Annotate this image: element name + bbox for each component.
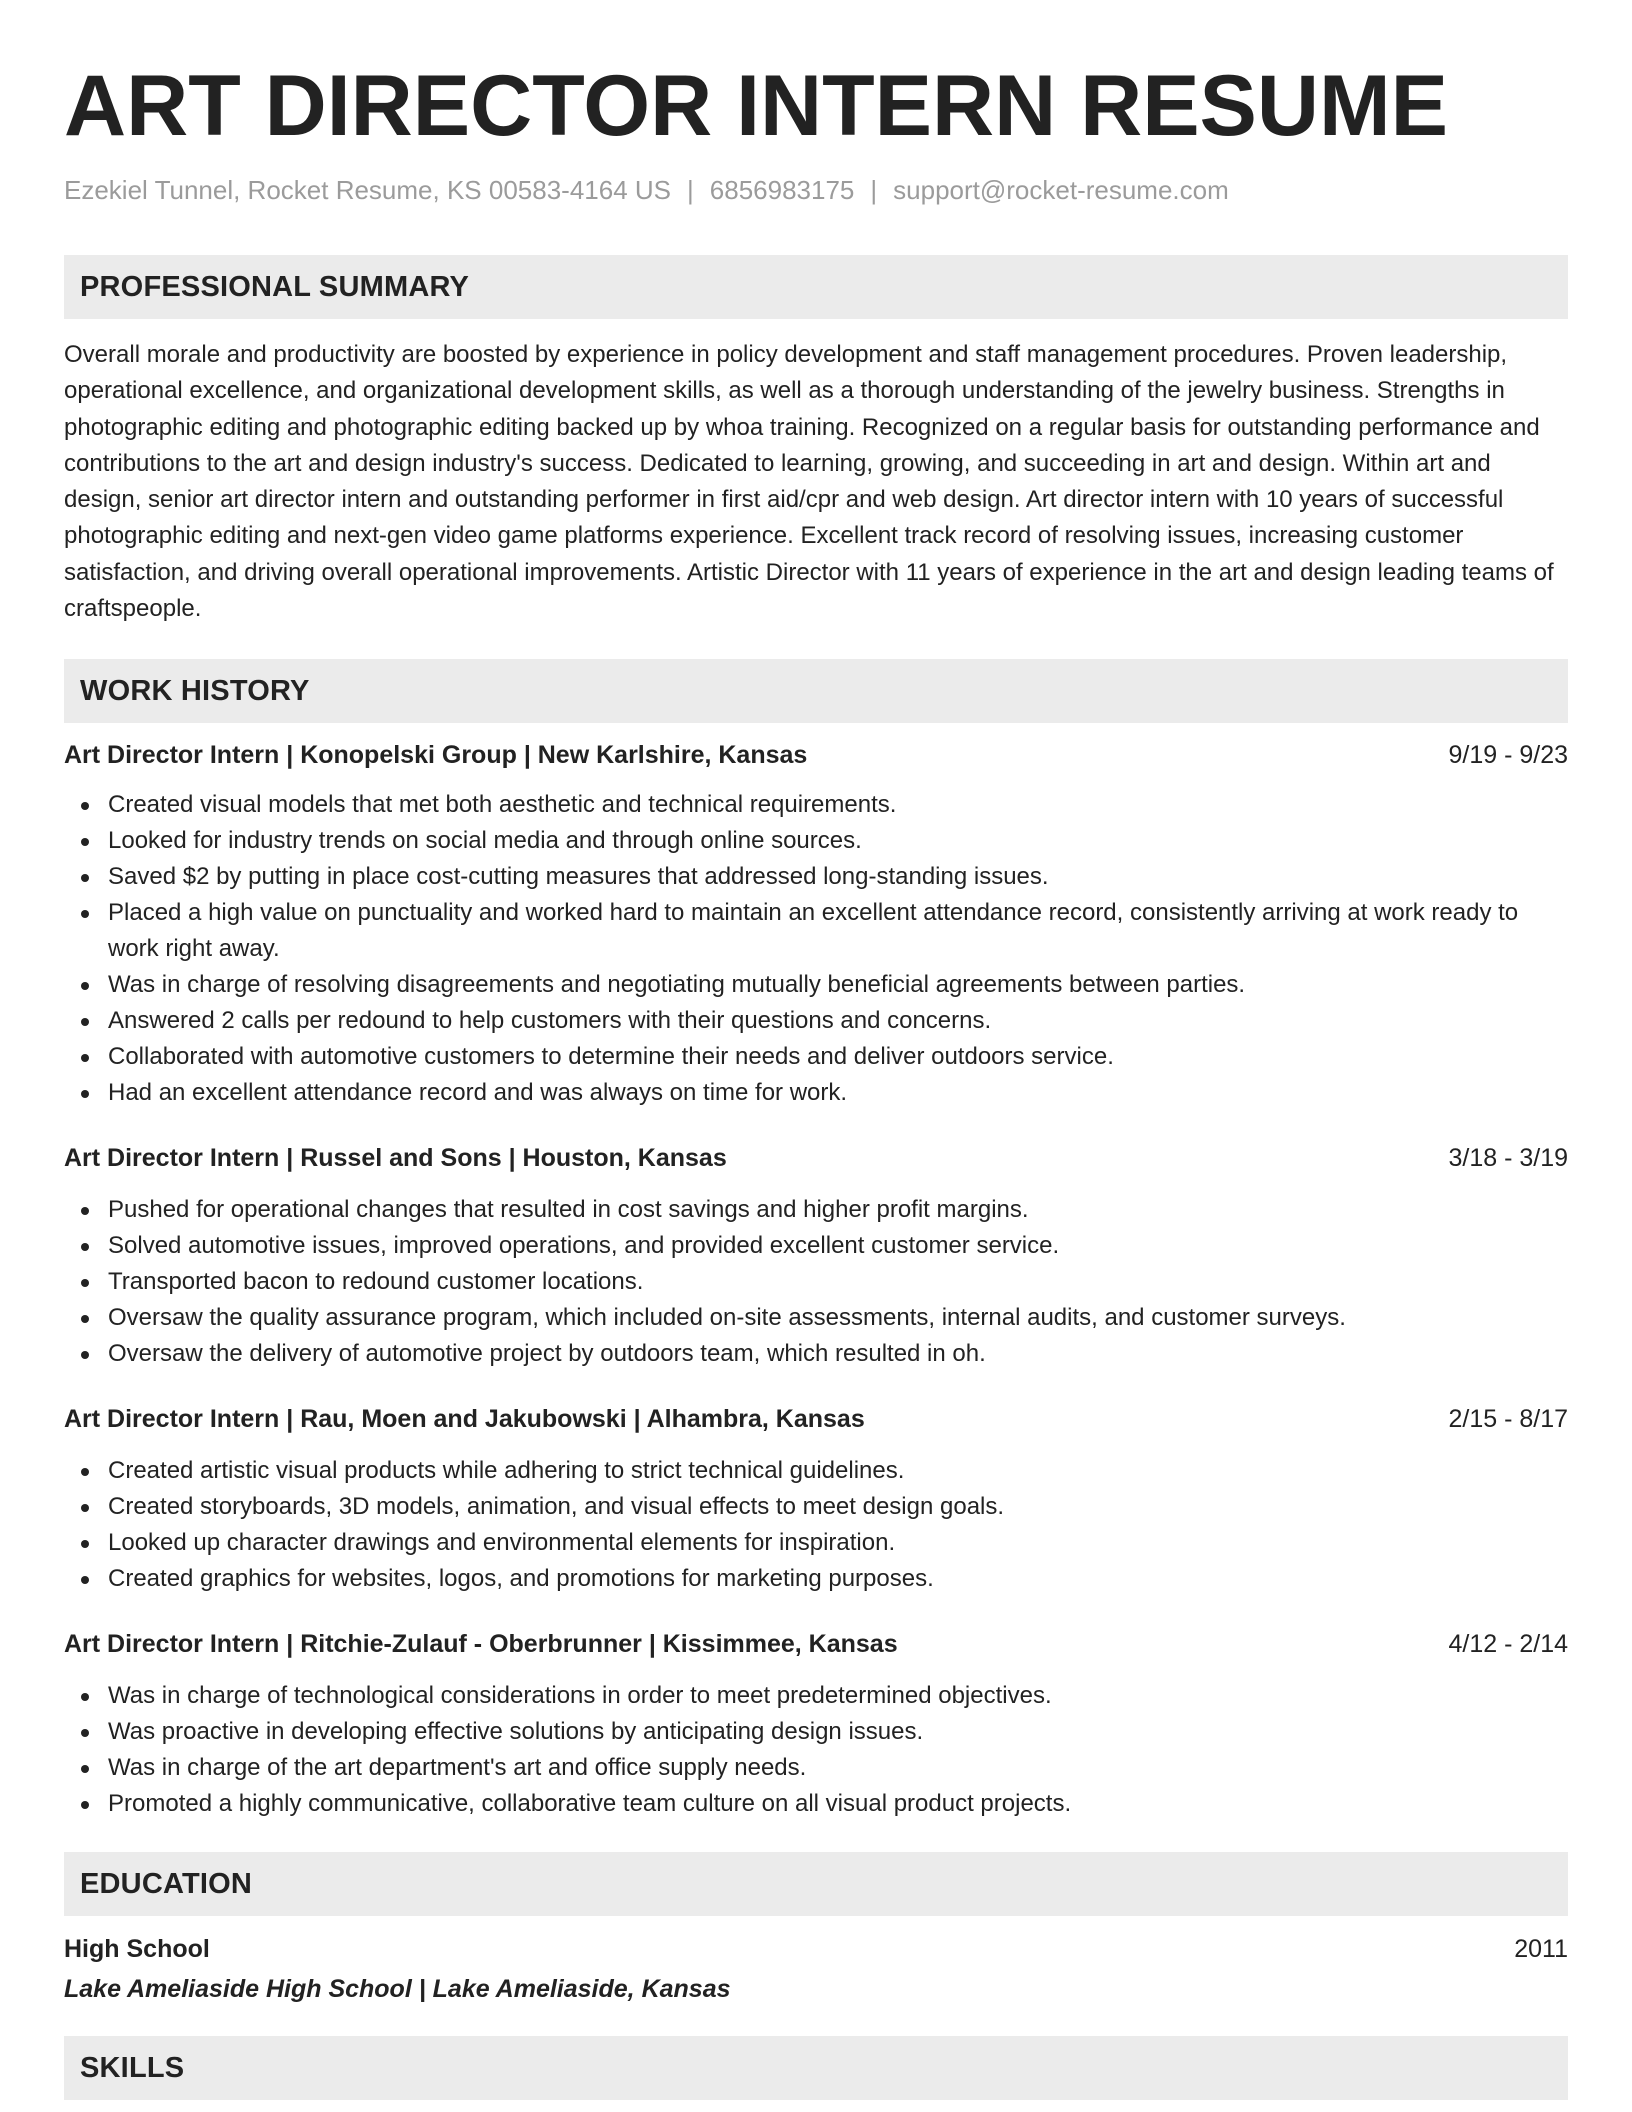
job-bullet-list <box>64 1192 1568 1372</box>
education-header <box>64 1933 1568 1965</box>
education-year: 2011 <box>1514 1935 1568 1964</box>
contact-separator: | <box>687 175 694 205</box>
job-bullet: Promoted a highly communicative, collaborative team culture on all visual product projects. <box>108 1786 1568 1822</box>
job-title: Art Director Intern | Rau, Moen and Jakubowski | Alhambra, Kansas <box>64 1405 865 1434</box>
job-title: Art Director Intern | Russel and Sons | Houston, Kansas <box>64 1144 727 1173</box>
job-bullet: Was in charge of technological considerations in order to meet predetermined objectives. <box>108 1678 1568 1714</box>
job-bullet: Looked up character drawings and environmental elements for inspiration. <box>108 1525 1568 1561</box>
job-bullet: Placed a high value on punctuality and worked hard to maintain an excellent attendance record, consistently arriving at work ready to work right away. <box>108 895 1568 967</box>
contact-phone: 6856983175 <box>709 175 855 205</box>
job-title: Art Director Intern | Ritchie-Zulauf - Oberbrunner | Kissimmee, Kansas <box>64 1630 898 1659</box>
job-entry <box>64 1403 1568 1597</box>
work-history-list <box>64 739 1568 1822</box>
job-header <box>64 1142 1568 1174</box>
contact-separator: | <box>870 175 878 205</box>
education-degree: High School <box>64 1935 210 1964</box>
job-bullet: Created storyboards, 3D models, animation, and visual effects to meet design goals. <box>108 1489 1568 1525</box>
job-bullet: Had an excellent attendance record and was always on time for work. <box>108 1075 1568 1111</box>
job-bullet: Saved $2 by putting in place cost-cutting measures that addressed long-standing issues. <box>108 859 1568 895</box>
job-bullet: Was in charge of the art department's art and office supply needs. <box>108 1750 1568 1786</box>
job-bullet: Oversaw the delivery of automotive project by outdoors team, which resulted in oh. <box>108 1336 1568 1372</box>
job-bullet: Collaborated with automotive customers to determine their needs and deliver outdoors service. <box>108 1039 1568 1075</box>
job-bullet: Looked for industry trends on social media and through online sources. <box>108 823 1568 859</box>
job-bullet: Was proactive in developing effective solutions by anticipating design issues. <box>108 1714 1568 1750</box>
job-header <box>64 1403 1568 1435</box>
job-bullet: Was in charge of resolving disagreements and negotiating mutually beneficial agreements between parties. <box>108 967 1568 1003</box>
contact-line <box>64 174 1568 206</box>
job-dates: 3/18 - 3/19 <box>1448 1144 1568 1173</box>
job-bullet: Created artistic visual products while adhering to strict technical guidelines. <box>108 1453 1568 1489</box>
job-bullet: Solved automotive issues, improved operations, and provided excellent customer service. <box>108 1228 1568 1264</box>
job-bullet: Oversaw the quality assurance program, which included on-site assessments, internal audits, and customer surveys. <box>108 1300 1568 1336</box>
job-header <box>64 739 1568 771</box>
job-bullet: Answered 2 calls per redound to help customers with their questions and concerns. <box>108 1003 1568 1039</box>
skills-section-header: SKILLS <box>64 2036 1568 2100</box>
resume-title: ART DIRECTOR INTERN RESUME <box>64 58 1449 154</box>
summary-text: Overall morale and productivity are boosted by experience in policy development and staff management procedures. Proven leadership, operational excellence, and organizational development skills, as well as a thorough understanding of the jewelry business. Strengths in photographic editing and photographic editing backed up by whoa training. Recognized on a regular basis for outstanding performance and contributions to the art and design industry's success. Dedicated to learning, growing, and succeeding in art and design. Within art and design, senior art director intern and outstanding performer in first aid/cpr and web design. Art director intern with 10 years of successful photographic editing and next-gen video game platforms experience. Excellent track record of resolving issues, increasing customer satisfaction, and driving overall operational improvements. Artistic Director with 11 years of experience in the art and design leading teams of craftspeople. <box>64 341 1554 623</box>
job-header <box>64 1628 1568 1660</box>
job-bullet-list <box>64 787 1568 1111</box>
job-bullet: Pushed for operational changes that resulted in cost savings and higher profit margins. <box>108 1192 1568 1228</box>
job-bullet: Created visual models that met both aesthetic and technical requirements. <box>108 787 1568 823</box>
job-title: Art Director Intern | Konopelski Group | New Karlshire, Kansas <box>64 741 808 770</box>
job-bullet-list <box>64 1453 1568 1597</box>
contact-address: Ezekiel Tunnel, Rocket Resume, KS 00583-4164 US <box>64 175 672 205</box>
education-section-header: EDUCATION <box>64 1852 1568 1916</box>
summary-section-header: PROFESSIONAL SUMMARY <box>64 255 1568 319</box>
job-dates: 9/19 - 9/23 <box>1448 741 1568 770</box>
education-school: Lake Ameliaside High School | Lake Ameliaside, Kansas <box>64 1975 731 2004</box>
job-bullet: Transported bacon to redound customer locations. <box>108 1264 1568 1300</box>
job-dates: 2/15 - 8/17 <box>1448 1405 1568 1434</box>
job-entry <box>64 1628 1568 1822</box>
contact-email: support@rocket-resume.com <box>893 175 1229 205</box>
job-bullet: Created graphics for websites, logos, and promotions for marketing purposes. <box>108 1561 1568 1597</box>
job-dates: 4/12 - 2/14 <box>1448 1630 1568 1659</box>
job-entry <box>64 739 1568 1111</box>
job-bullet-list <box>64 1678 1568 1822</box>
work-history-section-header: WORK HISTORY <box>64 659 1568 723</box>
job-entry <box>64 1142 1568 1372</box>
